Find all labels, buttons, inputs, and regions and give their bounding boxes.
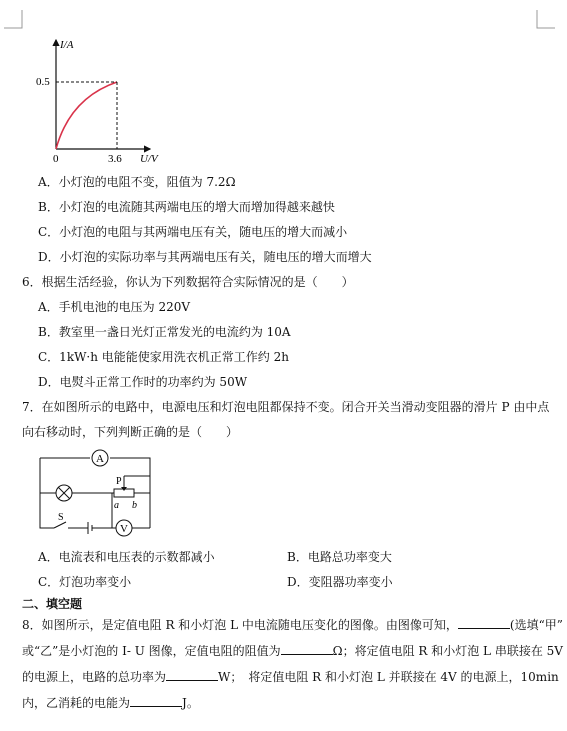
q8-blank-2[interactable]	[281, 642, 333, 655]
slider-label: P	[116, 476, 122, 487]
x-tick-label: 3.6	[108, 153, 122, 165]
q7-stem-line2: 向右移动时，下列判断正确的是（ ）	[22, 425, 239, 439]
q8-line4: 内，乙消耗的电能为 J。	[22, 696, 199, 710]
x-axis-label: U/V	[140, 153, 158, 165]
switch-label: S	[58, 512, 64, 523]
q5-option-a: A．小灯泡的电阻不变，阻值为 7.2Ω	[38, 175, 236, 189]
q5-option-d: D．小灯泡的实际功率与其两端电压有关，随电压的增大而增大	[38, 250, 372, 264]
q8-blank-3[interactable]	[166, 668, 218, 681]
q8-line1: 8．如图所示，是定值电阻 R 和小灯泡 L 中电流随电压变化的图像。由图像可知， (选填“甲”	[22, 618, 563, 632]
q8-line3: 的电源上，电路的总功率为 W； 将定值电阻 R 和小灯泡 L 并联接在 4V 的电源上，10min	[22, 670, 559, 684]
crop-marks	[0, 0, 567, 40]
q8-line2: 或“乙”是小灯泡的 I- U 图像，定值电阻的阻值为 Ω；将定值电阻 R 和小灯泡 L 串联接在 5V	[22, 644, 563, 658]
q8-blank-1[interactable]	[458, 616, 510, 629]
y-tick-label: 0.5	[36, 76, 50, 88]
q5-option-b: B．小灯泡的电流随其两端电压的增大而增加得越来越快	[38, 200, 335, 214]
origin-label: 0	[53, 153, 59, 165]
q7-option-d: D．变阻器功率变小	[287, 575, 393, 589]
q6-stem: 6．根据生活经验，你认为下列数据符合实际情况的是（ ）	[22, 275, 354, 289]
iu-curve	[56, 82, 117, 149]
y-axis-label: I/A	[60, 39, 74, 51]
voltmeter-label: V	[120, 523, 128, 535]
circuit-diagram	[34, 448, 164, 538]
iu-graph	[30, 36, 180, 166]
rheostat-end-b: b	[132, 500, 137, 511]
q5-option-c: C．小灯泡的电阻与其两端电压有关，随电压的增大而减小	[38, 225, 348, 239]
ammeter-label: A	[96, 453, 104, 465]
q6-option-c: C．1kW·h 电能能使家用洗衣机正常工作约 2h	[38, 350, 289, 364]
rheostat-end-a: a	[114, 500, 119, 511]
q7-option-c: C．灯泡功率变小	[38, 575, 132, 589]
q6-option-b: B．教室里一盏日光灯正常发光的电流约为 10A	[38, 325, 291, 339]
q6-option-a: A．手机电池的电压为 220V	[38, 300, 191, 314]
q6-option-d: D．电熨斗正常工作时的功率约为 50W	[38, 375, 248, 389]
section-heading: 二、填空题	[22, 597, 83, 611]
q7-stem-line1: 7．在如图所示的电路中，电源电压和灯泡电阻都保持不变。闭合开关当滑动变阻器的滑片 P 由中点	[22, 400, 550, 414]
q7-option-a: A．电流表和电压表的示数都减小	[38, 550, 215, 564]
q8-blank-4[interactable]	[130, 694, 182, 707]
q7-option-b: B．电路总功率变大	[287, 550, 392, 564]
